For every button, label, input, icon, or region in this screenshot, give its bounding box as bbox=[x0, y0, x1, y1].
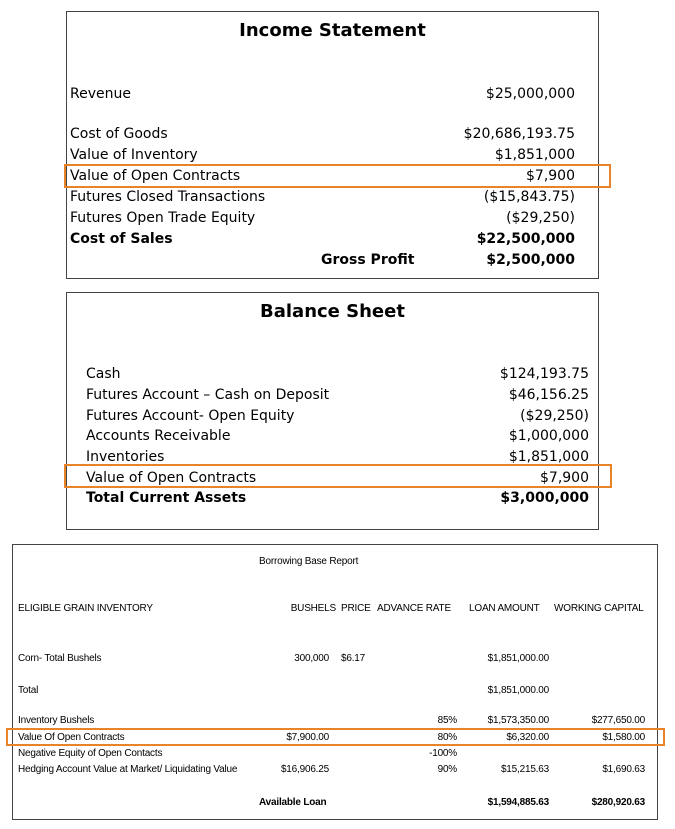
row-label: Futures Closed Transactions bbox=[70, 189, 266, 205]
available-loan-amount: $1,594,885.63 bbox=[487, 797, 549, 808]
row-working-capital: $1,690.63 bbox=[602, 764, 645, 775]
row-value: $124,193.75 bbox=[499, 366, 589, 382]
corn-bushels: 300,000 bbox=[294, 653, 329, 664]
row-value: $7,900 bbox=[526, 168, 575, 184]
row-value: $25,000,000 bbox=[485, 86, 575, 102]
row-value: $7,900 bbox=[540, 470, 589, 486]
row-label: Accounts Receivable bbox=[86, 428, 231, 444]
borrowing-base-title: Borrowing Base Report bbox=[259, 556, 359, 567]
row-label: Cost of Sales bbox=[70, 231, 173, 247]
row-advance-rate: 90% bbox=[437, 764, 457, 775]
row-working-capital: $1,580.00 bbox=[602, 732, 645, 743]
gross-profit-value: $2,500,000 bbox=[486, 252, 575, 268]
balance-row-futures-cash-deposit bbox=[86, 385, 589, 405]
row-label: Value of Open Contracts bbox=[70, 168, 241, 184]
corn-label: Corn- Total Bushels bbox=[18, 653, 102, 664]
header-bushels: BUSHELS bbox=[290, 603, 336, 614]
row-bushels: $16,906.25 bbox=[280, 764, 329, 775]
balance-sheet-title: Balance Sheet bbox=[260, 301, 405, 322]
row-label: Hedging Account Value at Market/ Liquidating Value bbox=[18, 764, 238, 775]
balance-sheet-panel bbox=[66, 292, 599, 530]
corn-price: $6.17 bbox=[341, 653, 366, 664]
row-advance-rate: 85% bbox=[437, 715, 457, 726]
row-label: Revenue bbox=[70, 86, 131, 102]
row-loan-amount: $1,573,350.00 bbox=[487, 715, 549, 726]
income-row-cost-of-goods bbox=[70, 124, 575, 144]
corn-loan-amount: $1,851,000.00 bbox=[487, 653, 549, 664]
row-bushels: $7,900.00 bbox=[286, 732, 329, 743]
row-value: ($29,250) bbox=[506, 210, 575, 226]
header-item: ELIGIBLE GRAIN INVENTORY bbox=[18, 603, 153, 614]
row-advance-rate: -100% bbox=[429, 748, 457, 759]
row-value: $1,851,000 bbox=[494, 147, 575, 163]
gross-profit-label: Gross Profit bbox=[321, 252, 415, 268]
total-label: Total bbox=[18, 685, 39, 696]
row-value: ($15,843.75) bbox=[483, 189, 575, 205]
balance-row-inventories bbox=[86, 447, 589, 467]
row-value: $1,000,000 bbox=[508, 428, 589, 444]
available-loan-label: Available Loan bbox=[259, 797, 327, 808]
row-label: Cost of Goods bbox=[70, 126, 168, 142]
balance-row-accounts-receivable bbox=[86, 426, 589, 446]
row-value: ($29,250) bbox=[520, 408, 589, 424]
income-row-futures-open-equity bbox=[70, 208, 575, 228]
row-advance-rate: 80% bbox=[437, 732, 457, 743]
income-row-cost-of-sales bbox=[70, 229, 575, 249]
row-label: Futures Open Trade Equity bbox=[70, 210, 256, 226]
income-row-value-of-open-contracts bbox=[70, 166, 575, 186]
row-label: Inventory Bushels bbox=[18, 715, 95, 726]
balance-row-cash bbox=[86, 364, 589, 384]
income-row-futures-closed bbox=[70, 187, 575, 207]
row-value: $20,686,193.75 bbox=[463, 126, 575, 142]
row-value: $3,000,000 bbox=[500, 490, 589, 506]
balance-row-futures-open-equity bbox=[86, 406, 589, 426]
balance-row-total-current-assets bbox=[86, 488, 589, 508]
header-working-capital: WORKING CAPITAL bbox=[554, 603, 644, 614]
income-row-gross-profit bbox=[70, 250, 575, 270]
available-working-capital: $280,920.63 bbox=[591, 797, 645, 808]
income-row-value-of-inventory bbox=[70, 145, 575, 165]
row-label: Cash bbox=[86, 366, 121, 382]
row-label: Futures Account- Open Equity bbox=[86, 408, 295, 424]
row-value: $1,851,000 bbox=[508, 449, 589, 465]
row-loan-amount: $6,320.00 bbox=[506, 732, 549, 743]
income-statement-title: Income Statement bbox=[239, 20, 426, 41]
row-loan-amount: $15,215.63 bbox=[500, 764, 549, 775]
row-working-capital: $277,650.00 bbox=[591, 715, 645, 726]
row-label: Total Current Assets bbox=[86, 490, 247, 506]
borrowing-base-panel bbox=[12, 544, 658, 820]
row-label: Negative Equity of Open Contacts bbox=[18, 748, 163, 759]
row-label: Inventories bbox=[86, 449, 165, 465]
header-price: PRICE bbox=[341, 603, 371, 614]
row-label: Futures Account – Cash on Deposit bbox=[86, 387, 330, 403]
income-row-revenue bbox=[70, 84, 575, 104]
row-label: Value of Inventory bbox=[70, 147, 198, 163]
row-value: $22,500,000 bbox=[476, 231, 575, 247]
header-loan-amount: LOAN AMOUNT bbox=[469, 603, 540, 614]
row-label: Value of Open Contracts bbox=[86, 470, 257, 486]
total-loan-amount: $1,851,000.00 bbox=[487, 685, 549, 696]
header-advance-rate: ADVANCE RATE bbox=[377, 603, 451, 614]
row-value: $46,156.25 bbox=[508, 387, 589, 403]
income-statement-panel bbox=[66, 11, 599, 279]
row-label: Value Of Open Contracts bbox=[18, 732, 125, 743]
balance-row-value-of-open-contracts bbox=[86, 468, 589, 488]
